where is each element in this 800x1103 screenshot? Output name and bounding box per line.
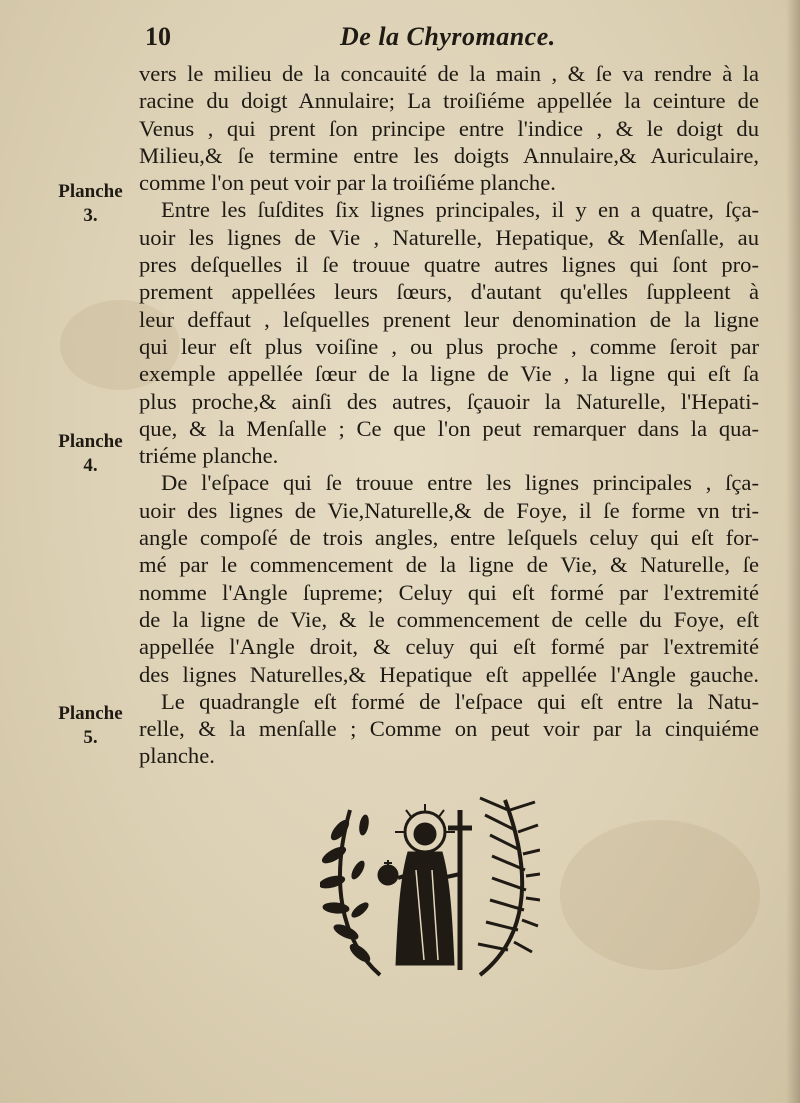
text-line: exemple appellée ſœur de la ligne de Vie , la ligne qui eſt ſa: [139, 361, 759, 387]
margin-note-planche-4: [48, 430, 133, 478]
running-title: De la Chyromance.: [340, 22, 556, 51]
page-header: [145, 22, 755, 56]
text-line: Le quadrangle eſt formé de l'eſpace qui eſt entre la Natu-: [161, 688, 759, 714]
margin-note-number: 4.: [83, 455, 98, 476]
margin-note-number: 5.: [83, 727, 98, 748]
text-line: vers le milieu de la concauité de la main , & ſe va rendre à la: [139, 61, 759, 86]
page-number: 10: [145, 22, 171, 51]
paper-stain: [560, 820, 760, 970]
text-line: planche.: [139, 743, 215, 769]
margin-note-planche-5: [48, 702, 133, 750]
margin-note-label: Planche: [58, 431, 123, 452]
text-line: uoir des lignes de Vie,Naturelle,& de Foye, il ſe forme vn tri-: [139, 497, 759, 523]
text-line: triéme planche.: [139, 443, 279, 469]
text-line: appellée l'Angle droit, & celuy qui eſt formé par l'extremité: [139, 634, 759, 660]
margin-note-label: Planche: [58, 181, 123, 202]
text-line: que, & la Menſalle ; Ce que l'on peut remarquer dans la qua-: [139, 415, 759, 441]
text-line: nomme l'Angle ſupreme; Celuy qui eſt formé par l'extremité: [139, 579, 759, 605]
woodcut-ornament-icon: [320, 790, 540, 980]
text-line: Milieu,& ſe termine entre les doigts Annulaire,& Auriculaire,: [139, 142, 759, 168]
margin-note-label: Planche: [58, 703, 123, 724]
text-line: comme l'on peut voir par la troiſiéme planche.: [139, 170, 556, 196]
text-line: De l'eſpace qui ſe trouue entre les lignes principales , ſça-: [161, 470, 759, 496]
text-line: plus proche,& ainſi des autres, ſçauoir la Naturelle, l'Hepati-: [139, 388, 759, 414]
margin-note-number: 3.: [83, 205, 98, 226]
body-text: [139, 60, 759, 770]
text-line: relle, & la menſalle ; Comme on peut voir par la cinquiéme: [139, 716, 759, 742]
text-line: mé par le commencement de la ligne de Vie, & Naturelle, ſe: [139, 552, 759, 578]
text-line: qui leur eſt plus voiſine , ou plus proche , comme ſeroit par: [139, 333, 759, 359]
text-line: des lignes Naturelles,& Hepatique eſt appellée l'Angle gauche.: [139, 661, 759, 687]
text-line: leur deffaut , leſquelles prenent leur denomination de la ligne: [139, 306, 759, 332]
text-line: racine du doigt Annulaire; La troiſiéme appellée la ceinture de: [139, 88, 759, 114]
page-gutter-shadow: [786, 0, 800, 1103]
text-line: angle compoſé de trois angles, entre leſquels celuy qui eſt for-: [139, 525, 759, 551]
text-line: Entre les ſuſdites ſix lignes principales, il y en a quatre, ſça-: [161, 197, 759, 223]
text-line: uoir les lignes de Vie , Naturelle, Hepatique, & Menſalle, au: [139, 224, 759, 250]
margin-note-planche-3: [48, 180, 133, 228]
text-line: de la ligne de Vie, & le commencement de celle du Foye, eſt: [139, 606, 759, 632]
text-line: Venus , qui prent ſon principe entre l'indice , & le doigt du: [139, 115, 759, 141]
text-line: pres deſquelles il ſe trouue quatre autres lignes qui ſont pro-: [139, 252, 759, 278]
text-line: prement appellées leurs ſœurs, d'autant qu'elles ſuppleent à: [139, 279, 759, 305]
